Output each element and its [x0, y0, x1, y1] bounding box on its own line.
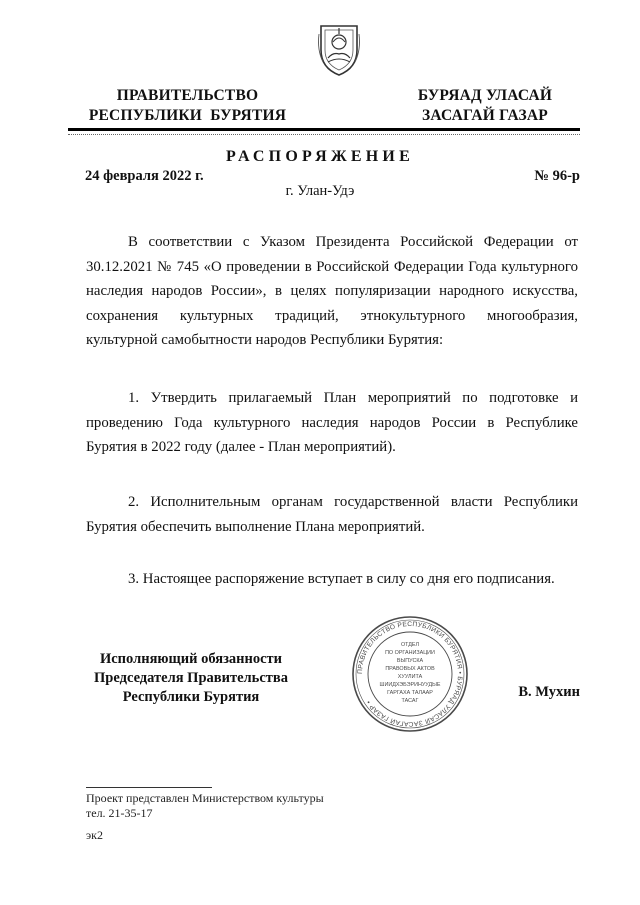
stamp-inner-line: ХУУЛИТА — [397, 674, 423, 680]
document-city: г. Улан-Удэ — [285, 183, 355, 199]
official-stamp — [350, 614, 470, 734]
header-divider-thick — [68, 128, 580, 131]
signatory-title — [85, 650, 297, 707]
body-item-2: 2. Исполнительным органам государственной власти Республики Бурятия обеспечить выполнение Плана мероприятий. — [86, 494, 578, 535]
document-type-title: РАСПОРЯЖЕНИЕ — [226, 148, 414, 165]
footer-divider — [86, 787, 212, 788]
stamp-inner-line: ПРАВОВЫХ АКТОВ — [385, 666, 435, 672]
body-item-3: 3. Настоящее распоряжение вступает в силу со дня его подписания. — [128, 571, 555, 587]
signatory-title-line-2: Председателя Правительства — [94, 670, 288, 686]
header-left-line-1: ПРАВИТЕЛЬСТВО — [116, 87, 259, 104]
stamp-inner-line: ОТДЕЛ — [400, 642, 420, 648]
header-divider-dotted — [68, 134, 580, 135]
header-left-line-2: РЕСПУБЛИКИ БУРЯТИЯ — [88, 107, 287, 124]
body-preamble: В соответствии с Указом Президента Российской Федерации от 30.12.2021 № 745 «О проведении в Российской Федерации Года культурного наследия народов России», в целях популяризации народного искусства, сохранения культурных традиций, этнокультурного многообразия, культурной самобытности народов Республики Бурятия: — [86, 234, 578, 348]
header-right — [405, 86, 565, 126]
document-date: 24 февраля 2022 г. — [85, 168, 204, 184]
header-right-line-1: БУРЯАД УЛАСАЙ — [417, 87, 553, 104]
body-item-1: 1. Утвердить прилагаемый План мероприятий по подготовке и проведению Года культурного наследия народов России в Республике Бурятия в 2022 году (далее - План мероприятий). — [86, 390, 578, 455]
footer-copy-mark: эк2 — [86, 828, 103, 842]
stamp-outer-text: ПРАВИТЕЛЬСТВО РЕСПУБЛИКИ БУРЯТИЯ • БУРЯАД УЛАСАЙ ЗАСАГАЙ ГАЗАР • — [356, 620, 464, 728]
footer-phone: тел. 21-35-17 — [86, 806, 153, 820]
footer-prepared-by: Проект представлен Министерством культуры — [86, 791, 324, 805]
signatory-title-line-1: Исполняющий обязанности — [99, 651, 283, 667]
document-number: № 96-р — [534, 168, 580, 184]
stamp-inner-line: ШИИДХЭБЭРИНУУДЫЕ — [379, 682, 441, 688]
header-left — [85, 86, 290, 126]
stamp-inner-line: ВЫПУСКА — [396, 658, 424, 664]
signatory-name: В. Мухин — [518, 684, 580, 700]
stamp-inner-line: ГАРГАХА ТАЛААР — [387, 690, 433, 696]
header-right-line-2: ЗАСАГАЙ ГАЗАР — [422, 107, 548, 124]
coat-of-arms-emblem — [315, 20, 363, 78]
stamp-inner-line: ПО ОРГАНИЗАЦИИ — [385, 650, 435, 656]
signatory-title-line-3: Республики Бурятия — [122, 689, 260, 705]
stamp-inner-line: ТАСАГ — [401, 698, 419, 704]
